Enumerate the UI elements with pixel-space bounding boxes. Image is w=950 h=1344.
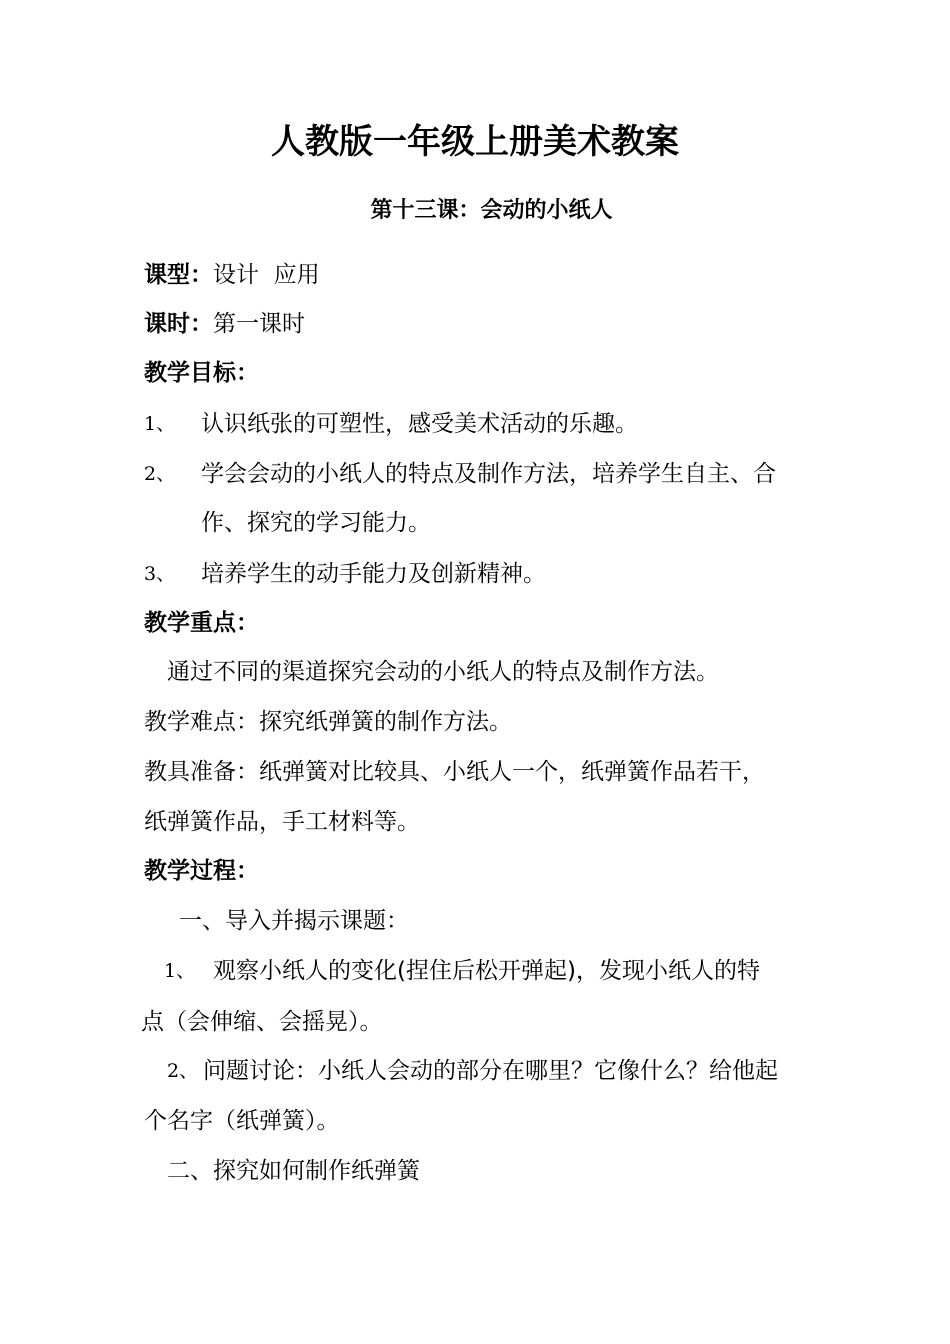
lesson-subtitle: 第十三课：会动的小纸人 — [370, 198, 613, 223]
process-heading: 教学过程： — [144, 858, 259, 884]
lesson-type-row — [144, 260, 320, 290]
goals-heading: 教学目标： — [144, 360, 259, 386]
goal-number: 1、 — [144, 413, 176, 435]
goal-number: 3、 — [144, 563, 176, 585]
lesson-type-label: 课型： — [144, 262, 213, 288]
step-number: 2、 — [167, 1060, 199, 1082]
tools-text: 教具准备：纸弹簧对比较具、小纸人一个，纸弹簧作品若干， — [144, 759, 765, 785]
goal-number: 2、 — [144, 463, 176, 485]
lesson-period-value: 第一课时 — [213, 311, 305, 337]
step-text: 观察小纸人的变化(捏住后松开弹起)，发现小纸人的特 — [213, 958, 760, 984]
goal-text-continued: 作、探究的学习能力。 — [201, 510, 431, 536]
key-points-text: 通过不同的渠道探究会动的小纸人的特点及制作方法。 — [167, 659, 719, 685]
process-section-2: 二、探究如何制作纸弹簧 — [167, 1158, 420, 1184]
goal-text: 认识纸张的可塑性，感受美术活动的乐趣。 — [201, 411, 638, 437]
lesson-period-row — [144, 309, 305, 339]
goal-text: 学会会动的小纸人的特点及制作方法，培养学生自主、合 — [201, 461, 776, 487]
lesson-period-label: 课时： — [144, 311, 213, 337]
step-text: 问题讨论：小纸人会动的部分在哪里？它像什么？给他起 — [203, 1058, 778, 1084]
process-section-1: 一、导入并揭示课题： — [179, 908, 409, 934]
lesson-type-value: 设计 应用 — [213, 262, 320, 288]
step-text-continued: 个名字（纸弹簧）。 — [144, 1108, 340, 1134]
step-number: 1、 — [164, 960, 196, 982]
goal-text: 培养学生的动手能力及创新精神。 — [201, 561, 546, 587]
step-text-continued: 点（会伸缩、会摇晃）。 — [141, 1009, 383, 1035]
difficulty-text: 教学难点：探究纸弹簧的制作方法。 — [144, 709, 512, 735]
tools-text-continued: 纸弹簧作品，手工材料等。 — [144, 809, 420, 835]
document-title: 人教版一年级上册美术教案 — [271, 122, 679, 162]
key-points-heading: 教学重点： — [144, 610, 259, 636]
